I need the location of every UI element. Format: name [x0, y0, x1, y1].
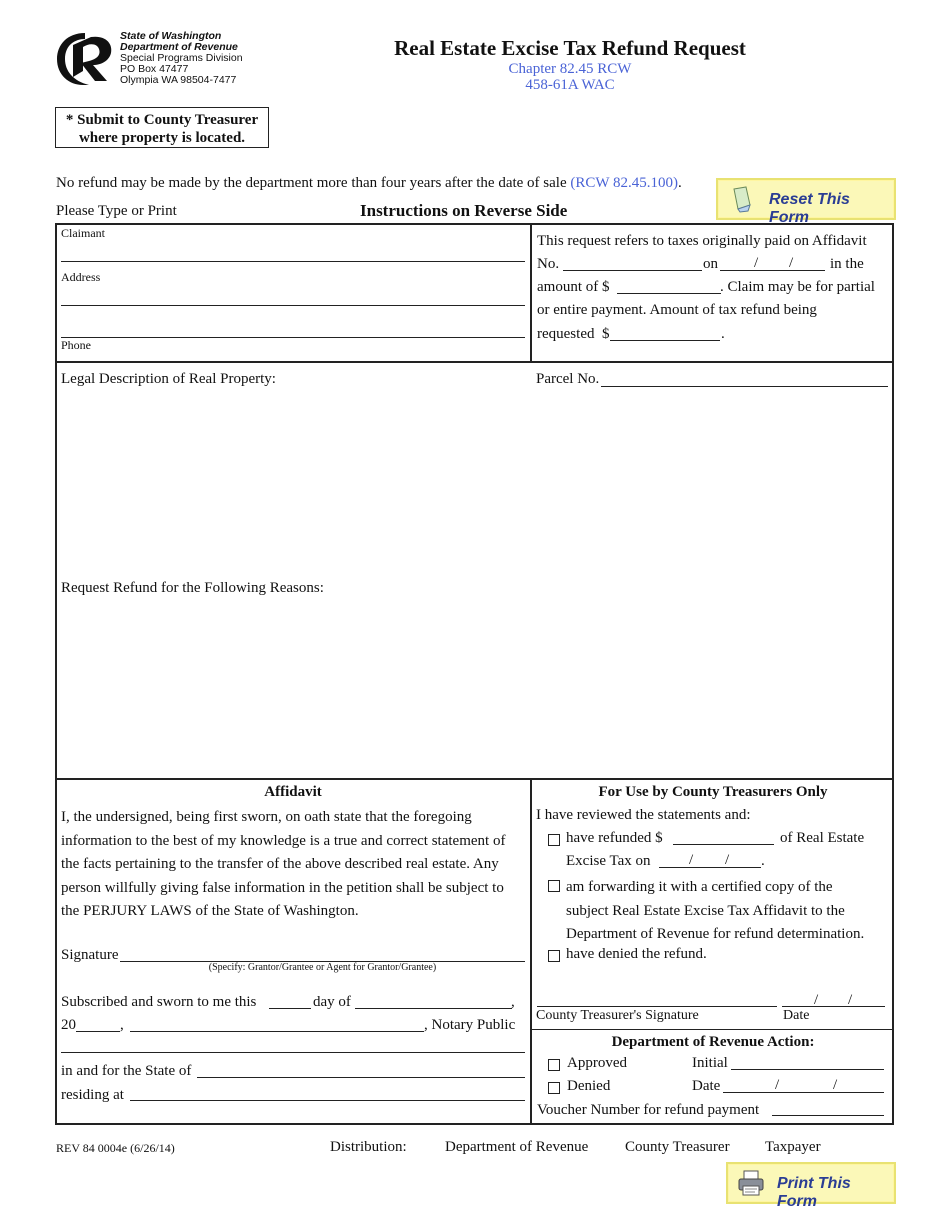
state-of-field[interactable]	[197, 1077, 525, 1078]
affidavit-heading: Affidavit	[264, 784, 322, 800]
initial-field[interactable]	[731, 1069, 884, 1070]
affidavit-no-field[interactable]	[563, 270, 702, 271]
date-slash-2: /	[789, 255, 794, 271]
reasons-field[interactable]	[60, 602, 886, 772]
affidavit-date-field[interactable]	[720, 270, 825, 271]
affidavit-text-line2: information to the best of my knowledge is a true and correct statement of	[61, 832, 506, 849]
address-field-1[interactable]	[61, 305, 525, 306]
affidavit-text-line3: the facts pertaining to the transfer of the above described real estate. Any	[61, 856, 499, 872]
approved-checkbox[interactable]	[548, 1059, 560, 1071]
agency-city: Olympia WA 98504-7477	[120, 74, 237, 86]
dor-denied-label: Denied	[567, 1078, 611, 1094]
treasurer-signature-label: County Treasurer's Signature	[536, 1008, 699, 1023]
signature-specify-note: (Specify: Grantor/Grantee or Agent for Grantor/Grantee)	[208, 962, 437, 973]
state-of-label: in and for the State of	[61, 1063, 192, 1079]
print-form-button[interactable]	[726, 1162, 896, 1210]
dor-denied-checkbox[interactable]	[548, 1082, 560, 1094]
parcel-field[interactable]	[601, 386, 888, 387]
submit-line2: where property is located.	[78, 130, 246, 146]
distribution-dept: Department of Revenue	[445, 1139, 589, 1155]
refunded-checkbox[interactable]	[548, 834, 560, 846]
year-prefix-label: 20	[61, 1017, 76, 1033]
forwarding-line1: am forwarding it with a certified copy of the	[566, 879, 833, 895]
treasurer-slash-2: /	[848, 992, 853, 1008]
reset-form-label: Reset This Form	[769, 191, 850, 226]
of-real-estate-label: of Real Estate	[780, 830, 865, 846]
claimant-label: Claimant	[61, 226, 105, 240]
reset-form-button[interactable]	[716, 178, 896, 226]
chapter-link[interactable]: Chapter 82.45 RCW	[508, 61, 632, 77]
forwarding-text	[566, 876, 864, 947]
amount-label: amount of $	[537, 279, 610, 295]
page-title: Real Estate Excise Tax Refund Request	[394, 36, 746, 60]
refund-notice	[56, 175, 682, 192]
agency-block	[120, 31, 243, 86]
voucher-label: Voucher Number for refund payment	[537, 1102, 760, 1118]
distribution-treasurer: County Treasurer	[625, 1139, 730, 1155]
in-the-label: in the	[830, 256, 864, 272]
rcw-link[interactable]: (RCW 82.45.100)	[570, 175, 679, 191]
excise-period: .	[761, 853, 765, 869]
agency-division: Special Programs Division	[120, 52, 243, 64]
legal-description-field[interactable]	[60, 392, 886, 572]
affidavit-text-line1: I, the undersigned, being first sworn, on oath state that the foregoing	[61, 809, 472, 825]
excise-slash-2: /	[725, 852, 730, 868]
notary-extra-field[interactable]	[61, 1052, 525, 1053]
please-type-label: Please Type or Print	[56, 203, 177, 219]
signature-label: Signature	[61, 947, 119, 963]
wac-link[interactable]: 458-61A WAC	[525, 77, 615, 93]
instructions-label: Instructions on Reverse Side	[360, 201, 568, 220]
voucher-field[interactable]	[772, 1115, 884, 1116]
dor-slash-2: /	[833, 1077, 838, 1093]
divider-vertical-bottom	[530, 778, 532, 1125]
address-label: Address	[61, 270, 101, 284]
notice-text: No refund may be made by the department more than four years after the date of sale	[56, 175, 567, 191]
printer-icon	[737, 1170, 765, 1196]
year-comma: ,	[120, 1017, 124, 1033]
affidavit-text-line4: person willfully giving false information in the petition shall be subject to	[61, 879, 504, 896]
treasurer-signature-field[interactable]	[537, 1006, 777, 1007]
claim-partial-label: . Claim may be for partial	[720, 279, 875, 295]
divider-claimant	[55, 361, 894, 363]
agency-pobox: PO Box 47477	[120, 63, 189, 75]
excise-slash-1: /	[689, 852, 694, 868]
notice-end: .	[678, 175, 682, 191]
denied-refund-label: have denied the refund.	[566, 946, 707, 962]
residing-at-field[interactable]	[130, 1100, 525, 1101]
day-of-label: day of	[313, 994, 351, 1010]
eraser-icon	[730, 185, 754, 213]
requested-label: requested $	[537, 326, 610, 342]
dor-date-label: Date	[692, 1078, 721, 1094]
treasurer-slash-1: /	[814, 992, 819, 1008]
distribution-taxpayer: Taxpayer	[765, 1139, 821, 1155]
dor-date-field[interactable]	[723, 1092, 884, 1093]
affidavit-no-label: No.	[537, 256, 560, 272]
dor-action-heading: Department of Revenue Action:	[611, 1034, 815, 1050]
print-form-label: Print This Form	[777, 1175, 851, 1210]
subscribed-label: Subscribed and sworn to me this	[61, 994, 257, 1010]
treasurer-date-label: Date	[783, 1008, 810, 1023]
entire-payment-label: or entire payment. Amount of tax refund being	[537, 302, 817, 318]
treasurer-date-field[interactable]	[782, 1006, 885, 1007]
divider-affidavit	[55, 778, 894, 780]
day-field[interactable]	[269, 1008, 311, 1009]
forwarding-checkbox[interactable]	[548, 880, 560, 892]
phone-label: Phone	[61, 338, 91, 352]
affidavit-text-line5: the PERJURY LAWS of the State of Washington.	[61, 903, 359, 919]
requested-field[interactable]	[610, 340, 720, 341]
affidavit-ref-line1: This request refers to taxes originally paid on Affidavit	[537, 233, 867, 249]
dor-logo	[55, 31, 115, 87]
refunded-label: have refunded $	[566, 830, 663, 846]
notary-public-label: , Notary Public	[424, 1017, 516, 1033]
legal-description-label: Legal Description of Real Property:	[61, 371, 276, 387]
parcel-label: Parcel No.	[536, 371, 600, 387]
refunded-amount-field[interactable]	[673, 844, 774, 845]
subscribed-comma: ,	[511, 994, 515, 1010]
claimant-field[interactable]	[61, 261, 525, 262]
distribution-label: Distribution:	[330, 1139, 407, 1155]
excise-on-label: Excise Tax on	[566, 853, 651, 869]
excise-date-field[interactable]	[659, 867, 761, 868]
year-field[interactable]	[76, 1031, 120, 1032]
forwarding-line3: Department of Revenue for refund determination.	[566, 926, 865, 942]
affidavit-text	[61, 806, 505, 924]
initial-label: Initial	[692, 1055, 728, 1071]
affidavit-on-label: on	[703, 256, 718, 272]
denied-refund-checkbox[interactable]	[548, 950, 560, 962]
residing-at-label: residing at	[61, 1087, 124, 1103]
amount-field[interactable]	[617, 293, 721, 294]
forwarding-line2: subject Real Estate Excise Tax Affidavit to the	[566, 902, 845, 919]
address-field-2[interactable]	[61, 337, 525, 338]
agency-dept: Department of Revenue	[120, 41, 238, 53]
approved-label: Approved	[567, 1055, 627, 1071]
date-slash-1: /	[754, 255, 759, 271]
submit-notice-box	[55, 107, 269, 148]
submit-line1: * Submit to County Treasurer	[65, 112, 259, 128]
month-field[interactable]	[355, 1008, 512, 1009]
county-heading: For Use by County Treasurers Only	[598, 784, 828, 800]
dor-slash-1: /	[775, 1077, 780, 1093]
form-id: REV 84 0004e (6/26/14)	[56, 1141, 175, 1155]
agency-state: State of Washington	[120, 30, 222, 42]
divider-dor	[531, 1029, 894, 1030]
divider-vertical-top	[530, 223, 532, 363]
reviewed-label: I have reviewed the statements and:	[536, 807, 751, 823]
reasons-label: Request Refund for the Following Reasons:	[61, 580, 324, 596]
notary-name-field[interactable]	[130, 1031, 424, 1032]
requested-period: .	[721, 326, 725, 342]
